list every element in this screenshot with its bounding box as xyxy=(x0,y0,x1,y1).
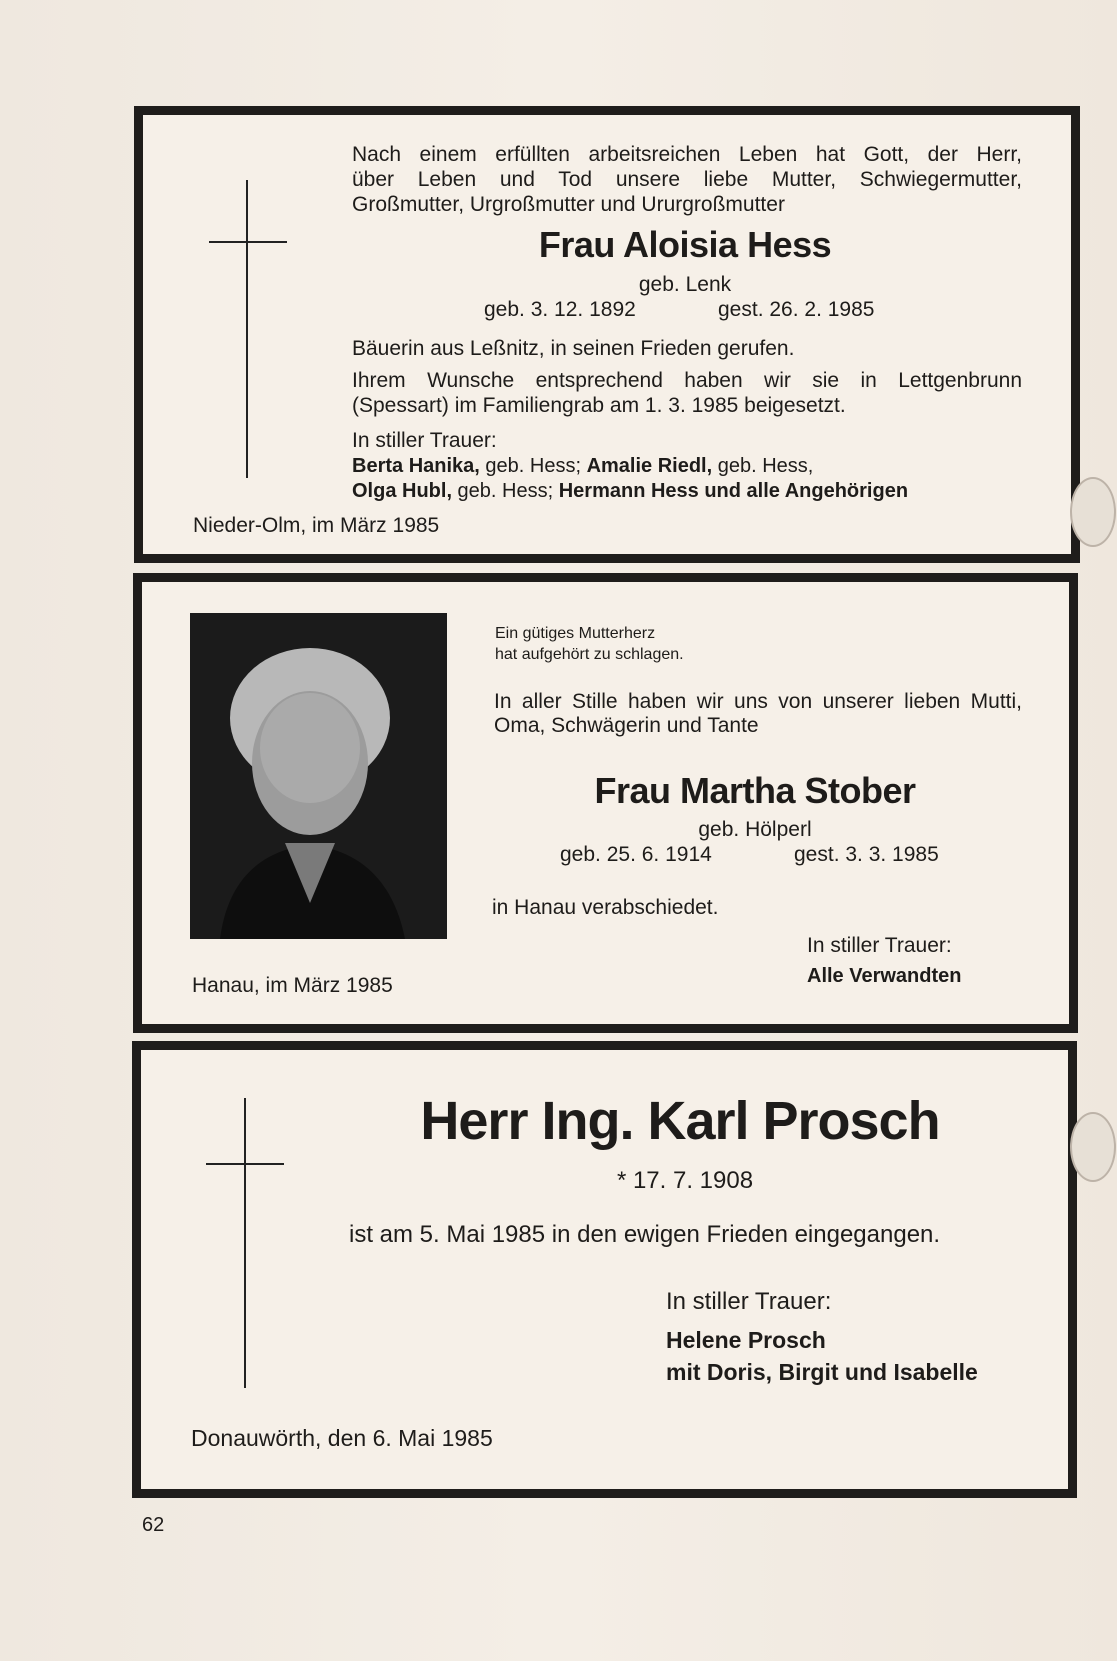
mourner-detail: geb. Hess; xyxy=(479,455,587,477)
intro-line: In aller Stille haben wir uns von unserer lieben Mutti, xyxy=(494,690,1022,713)
cross-icon xyxy=(246,180,248,478)
death-date: gest. 3. 3. 1985 xyxy=(794,843,939,866)
mourning-label: In stiller Trauer: xyxy=(352,429,497,452)
death-date: gest. 26. 2. 1985 xyxy=(718,298,875,321)
body-text: Ihrem Wunsche entsprechend haben wir sie in Lettgenbrunn xyxy=(352,369,1022,392)
intro-line: über Leben und Tod unsere liebe Mutter, Schwiegermutter, xyxy=(352,168,1022,191)
deceased-name: Herr Ing. Karl Prosch xyxy=(420,1091,940,1151)
binder-hole xyxy=(1070,1112,1116,1182)
birth-date: geb. 3. 12. 1892 xyxy=(484,298,636,321)
verse-line: Ein gütiges Mutterherz xyxy=(495,625,656,642)
mourner-name: Amalie Riedl, xyxy=(586,455,713,477)
maiden-name: geb. Lenk xyxy=(638,273,732,296)
verse-line: hat aufgehört zu schlagen. xyxy=(495,646,684,663)
mourner-detail: geb. Hess, xyxy=(712,455,814,477)
birth-date: geb. 25. 6. 1914 xyxy=(560,843,712,866)
intro-line: Großmutter, Urgroßmutter und Ururgroßmutter xyxy=(352,193,785,216)
body-text: ist am 5. Mai 1985 in den ewigen Frieden eingegangen. xyxy=(349,1221,941,1248)
mourner-name: mit Doris, Birgit und Isabelle xyxy=(666,1359,978,1385)
cross-icon xyxy=(244,1098,246,1388)
cross-bar xyxy=(209,241,287,243)
mourning-label: In stiller Trauer: xyxy=(807,934,952,957)
mourners-line: Alle Verwandten xyxy=(807,965,962,987)
cross-bar xyxy=(206,1163,284,1165)
mourner-name: Helene Prosch xyxy=(666,1327,826,1353)
deceased-name: Frau Martha Stober xyxy=(594,770,916,811)
page-number: 62 xyxy=(142,1514,165,1536)
maiden-name: geb. Hölperl xyxy=(698,818,812,841)
deceased-name: Frau Aloisia Hess xyxy=(538,224,832,265)
intro-line: Nach einem erfüllten arbeitsreichen Leben hat Gott, der Herr, xyxy=(352,143,1022,166)
binder-hole xyxy=(1070,477,1116,547)
intro-line: Oma, Schwägerin und Tante xyxy=(494,714,759,737)
place-date: Donauwörth, den 6. Mai 1985 xyxy=(191,1425,493,1451)
portrait-photo xyxy=(190,613,447,939)
mourning-label: In stiller Trauer: xyxy=(666,1288,832,1315)
mourners-line xyxy=(352,480,908,502)
birth-date: * 17. 7. 1908 xyxy=(616,1167,754,1194)
mourner-name: Olga Hubl, xyxy=(352,480,452,502)
body-text: (Spessart) im Familiengrab am 1. 3. 1985 beigesetzt. xyxy=(352,394,846,417)
body-text: in Hanau verabschiedet. xyxy=(492,896,719,919)
mourner-name: Hermann Hess und alle Angehörigen xyxy=(558,480,909,502)
place-date: Hanau, im März 1985 xyxy=(192,974,393,997)
mourner-detail: geb. Hess; xyxy=(452,480,559,502)
body-text: Bäuerin aus Leßnitz, in seinen Frieden gerufen. xyxy=(352,337,795,360)
mourners-line xyxy=(352,455,813,477)
mourner-name: Berta Hanika, xyxy=(352,455,480,477)
place-date: Nieder-Olm, im März 1985 xyxy=(193,514,440,537)
portrait-image xyxy=(190,613,447,939)
